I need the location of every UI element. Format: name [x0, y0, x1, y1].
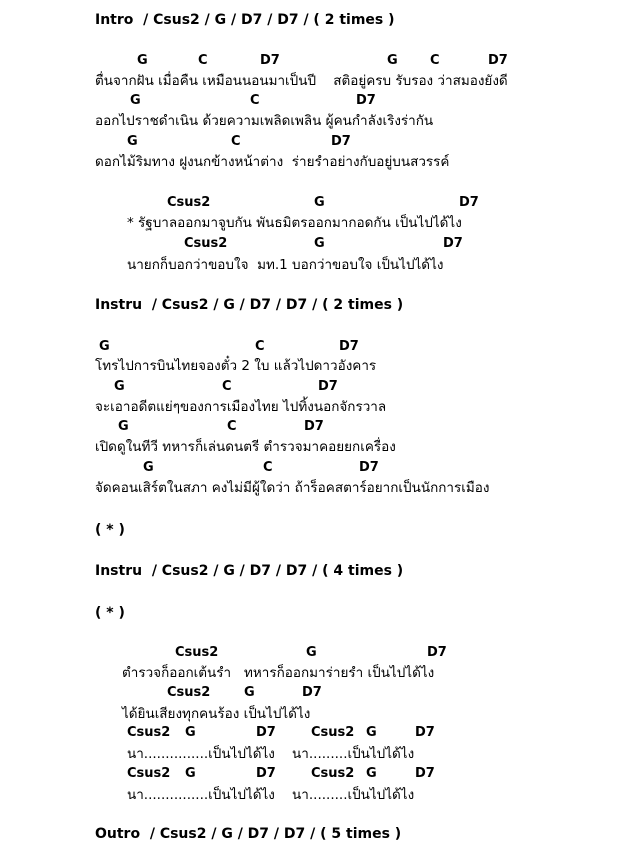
chord: G — [314, 236, 325, 251]
chord: C — [430, 53, 440, 68]
chord: G — [127, 134, 138, 149]
chord: D7 — [331, 134, 351, 149]
chord: Csus2 — [311, 766, 355, 781]
chord: D7 — [302, 685, 322, 700]
lyric-line: ได้ยินเสียงทุกคนร้อง เป็นไปได้ไง — [122, 706, 311, 722]
lyric-line: นา...............เป็นไปได้ไง นา.........เป็นไปได้ไง — [127, 787, 415, 803]
lyric-line: ตำรวจก็ออกเต้นรำ ทหารก็ออกมาร่ายรำ เป็นไปได้ไง — [122, 665, 435, 681]
chord: C — [250, 93, 260, 108]
chorus-lyric-line: * รัฐบาลออกมาจูบกัน พันธมิตรออกมากอดกัน เป็นไปได้ไง — [127, 215, 462, 231]
lyric-line: เปิดดูในทีวี ทหารก็เล่นดนตรี ตำรวจมาคอยยกเครื่อง — [95, 439, 396, 455]
lyric-line: ออกไปราชดำเนิน ด้วยความเพลิดเพลิน ผู้คนกำลังเริงร่ากัน — [95, 113, 434, 129]
chorus-lyric-line: นายกก็บอกว่าขอบใจ มท.1 บอกว่าขอบใจ เป็นไปได้ไง — [127, 257, 444, 273]
lyric-line: โทรไปการบินไทยจองตั๋ว 2 ใบ แล้วไปดาวอังคาร — [95, 358, 377, 374]
chord: D7 — [488, 53, 508, 68]
lyric-line: จัดคอนเสิร์ตในสภา คงไม่มีผู้ใดว่า ถ้าร็อคสตาร์อยากเป็นนักการเมือง — [95, 480, 490, 496]
chord: D7 — [443, 236, 463, 251]
chord: D7 — [459, 195, 479, 210]
chord: G — [137, 53, 148, 68]
chord: G — [306, 645, 317, 660]
chord: G — [244, 685, 255, 700]
chord: G — [185, 725, 196, 740]
chord: D7 — [356, 93, 376, 108]
chord: D7 — [260, 53, 280, 68]
chord: D7 — [415, 766, 435, 781]
chord: Csus2 — [184, 236, 228, 251]
instrumental-line: Instru / Csus2 / G / D7 / D7 / ( 4 times ) — [95, 563, 404, 579]
chord: Csus2 — [175, 645, 219, 660]
lyric-line: นา...............เป็นไปได้ไง นา.........เป็นไปได้ไง — [127, 746, 415, 762]
outro-line: Outro / Csus2 / G / D7 / D7 / ( 5 times ) — [95, 826, 402, 842]
chord: G — [143, 460, 154, 475]
intro-line: Intro / Csus2 / G / D7 / D7 / ( 2 times ) — [95, 12, 395, 28]
lyric-line: ตื่นจากฝัน เมื่อคืน เหมือนนอนมาเป็นปี สติอยู่ครบ รับรอง ว่าสมองยังดี — [95, 73, 508, 89]
chord: Csus2 — [167, 195, 211, 210]
chord: D7 — [415, 725, 435, 740]
chord: D7 — [304, 419, 324, 434]
chord: D7 — [339, 339, 359, 354]
chord: Csus2 — [311, 725, 355, 740]
instrumental-line: Instru / Csus2 / G / D7 / D7 / ( 2 times ) — [95, 297, 404, 313]
lyric-line: จะเอาอดีตแย่ๆของการเมืองไทย ไปทิ้งนอกจักรวาล — [95, 399, 387, 415]
chord: G — [366, 766, 377, 781]
chord: G — [314, 195, 325, 210]
chord: G — [99, 339, 110, 354]
chord: G — [366, 725, 377, 740]
chorus-repeat-marker: ( * ) — [95, 605, 125, 621]
chord: C — [227, 419, 237, 434]
chord: C — [198, 53, 208, 68]
chord: G — [130, 93, 141, 108]
chord: D7 — [427, 645, 447, 660]
chord: G — [185, 766, 196, 781]
chord: G — [387, 53, 398, 68]
chord: G — [114, 379, 125, 394]
chord: D7 — [359, 460, 379, 475]
lyric-line: ดอกไม้ริมทาง ฝูงนกข้างหน้าต่าง ร่ายรำอย่างกับอยู่บนสวรรค์ — [95, 154, 450, 170]
chord: Csus2 — [127, 725, 171, 740]
chord: C — [255, 339, 265, 354]
chord: C — [231, 134, 241, 149]
chorus-repeat-marker: ( * ) — [95, 522, 125, 538]
chord: D7 — [256, 766, 276, 781]
chord: D7 — [318, 379, 338, 394]
chord: Csus2 — [127, 766, 171, 781]
chord: C — [263, 460, 273, 475]
chord: C — [222, 379, 232, 394]
chord: Csus2 — [167, 685, 211, 700]
chord: D7 — [256, 725, 276, 740]
chord: G — [118, 419, 129, 434]
